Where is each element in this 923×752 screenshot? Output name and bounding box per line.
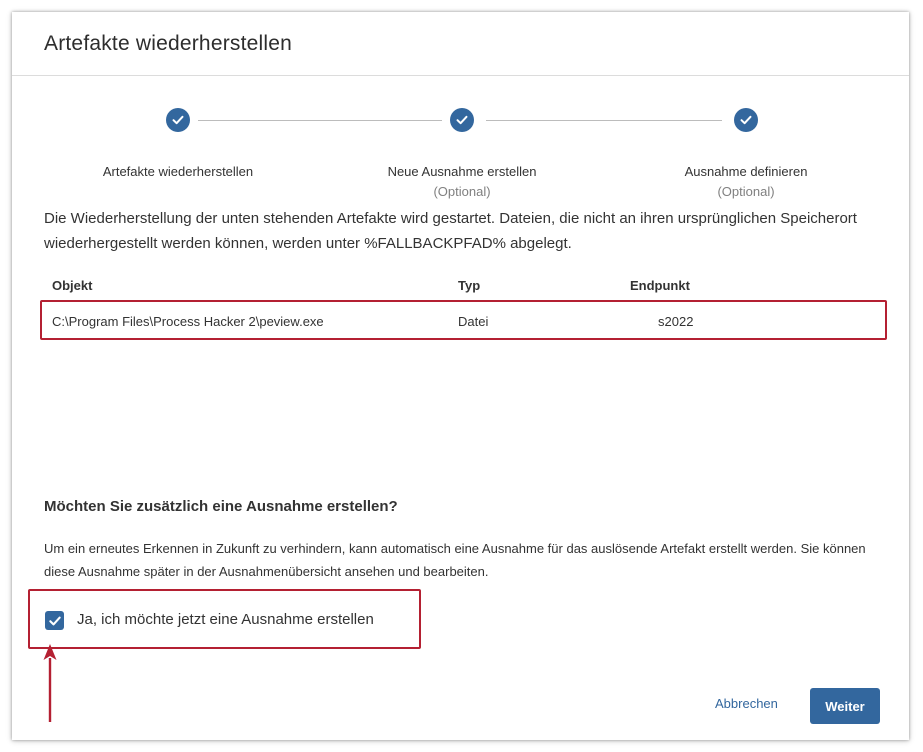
step-2-check-icon [450, 108, 474, 132]
row-type: Datei [458, 314, 489, 329]
annotation-arrow-icon [42, 642, 62, 724]
exception-description: Um ein erneutes Erkennen in Zukunft zu verhindern, kann automatisch eine Ausnahme für das auslösende Artefakt erstellt werden. Sie können diese Ausnahme später in der Ausnahmenübersicht ansehen und bearbeiten. [44, 541, 866, 579]
exception-checkbox-highlight [28, 589, 421, 649]
step-1-label: Artefakte wiederherstellen [102, 164, 254, 179]
next-button[interactable]: Weiter [810, 688, 880, 724]
column-header-endpoint: Endpunkt [630, 278, 690, 293]
dialog-header [12, 12, 909, 76]
exception-question: Möchten Sie zusätzlich eine Ausnahme erstellen? [44, 498, 398, 515]
row-endpoint: s2022 [658, 314, 694, 329]
step-connector [198, 120, 442, 121]
step-2-optional: (Optional) [433, 184, 491, 199]
check-icon [48, 614, 62, 628]
step-3-label: Ausnahme definieren [684, 164, 808, 179]
row-object-path: C:\Program Files\Process Hacker 2\peview.exe [52, 314, 324, 329]
column-header-object: Objekt [52, 278, 93, 293]
step-1-check-icon [166, 108, 190, 132]
create-exception-checkbox[interactable] [45, 611, 64, 630]
step-3-optional: (Optional) [717, 184, 775, 199]
table-row [40, 300, 887, 340]
stepper [12, 108, 909, 198]
dialog-title: Artefakte wiederherstellen [44, 32, 292, 55]
restore-artifacts-dialog [12, 12, 909, 740]
step-3-check-icon [734, 108, 758, 132]
cancel-button[interactable]: Abbrechen [715, 696, 778, 711]
table-header [44, 276, 884, 298]
create-exception-label[interactable]: Ja, ich möchte jetzt eine Ausnahme erstellen [77, 611, 374, 628]
restore-info-text: Die Wiederherstellung der unten stehenden Artefakte wird gestartet. Dateien, die nicht an ihren ursprünglichen Speicherort wiederhergestellt werden können, werden unter %FALLBACKPFAD% abgelegt. [44, 210, 857, 252]
column-header-type: Typ [458, 278, 481, 293]
step-connector [486, 120, 722, 121]
step-2-label: Neue Ausnahme erstellen [387, 164, 537, 179]
